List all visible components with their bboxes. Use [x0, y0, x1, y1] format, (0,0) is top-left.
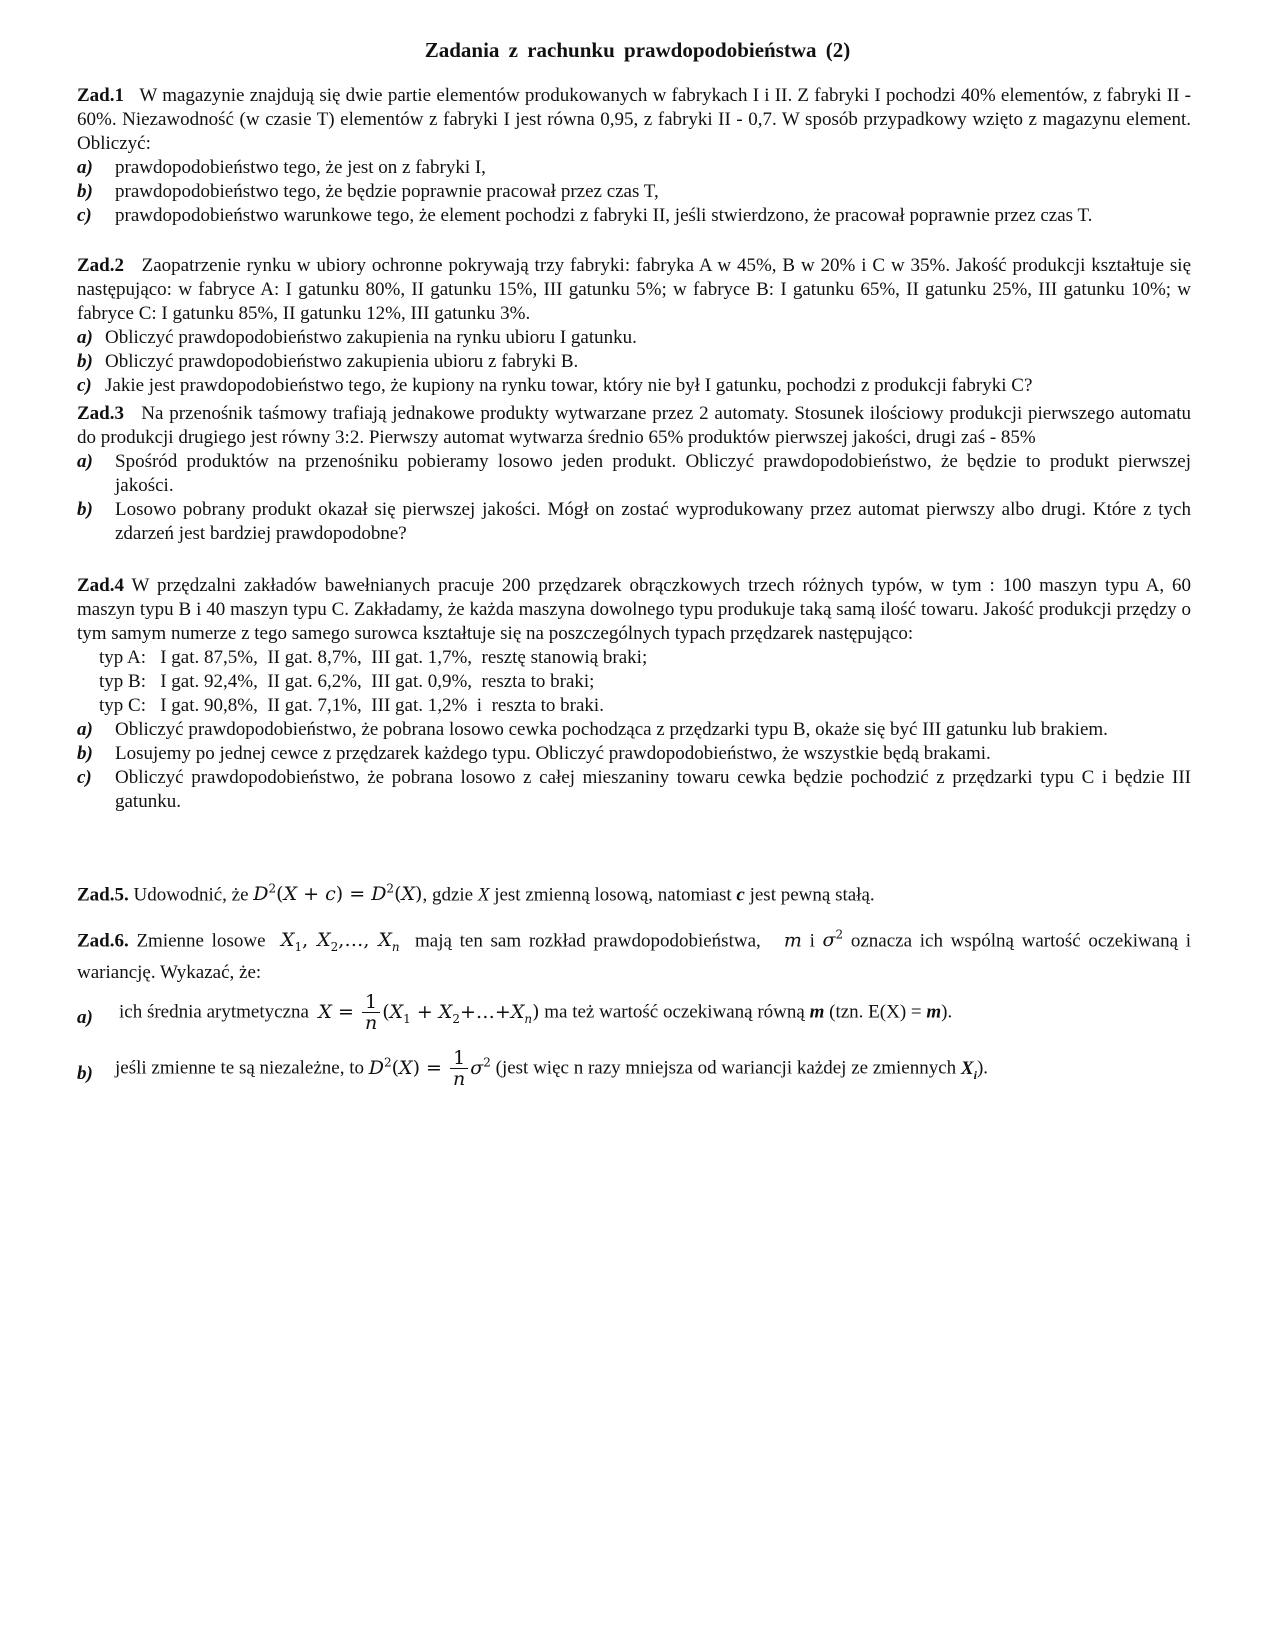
task-2-item-a: a) Obliczyć prawdopodobieństwo zakupienia na rynku ubioru I gatunku.: [77, 327, 637, 348]
task-4-item-a: a) Obliczyć prawdopodobieństwo, że pobrana losowo cewka pochodząca z przędzarki typu B, okaże się być III gatunku lub brakiem.: [77, 719, 1108, 740]
variance-of-mean-formula: $D^2(X)$ = $\frac{1}{n}$ $\sigma^2$: [368, 1047, 491, 1091]
task-2-item-c: c) Jakie jest prawdopodobieństwo tego, że kupiony na rynku towar, który nie był I gatunku, pochodzi z produkcji fabryki C?: [77, 375, 1033, 396]
task-5: Zad.5. Udowodnić, że $D^2(X + c) = D^2(X)$, gdzie X jest zmienną losową, natomiast c jest pewną stałą.: [77, 882, 875, 906]
task-4: [77, 574, 1191, 814]
task-2-heading: Zad.2: [77, 255, 124, 276]
task-3: [77, 402, 1191, 546]
task-1-heading: Zad.1: [77, 85, 124, 106]
task-3-heading: Zad.3: [77, 403, 124, 424]
variables-list: $X_1$, $X_2,\dots$, $X_n$: [280, 929, 400, 955]
task-6-item-a: a) ich średnia arytmetyczna X = $\frac{1}{n}$ ($X_1$ + $X_2+\dots+X_n$) ma też wartość oczekiwaną równą m (tzn. E(X) = m).: [77, 991, 953, 1035]
task-4-type-c: typ C: I gat. 90,8%, II gat. 7,1%, III gat. 1,2% i reszta to braki.: [99, 695, 604, 716]
task-1-item-a: a) prawdopodobieństwo tego, że jest on z fabryki I,: [77, 157, 486, 178]
task-4-heading: Zad.4: [77, 575, 124, 596]
task-4-item-c: c) Obliczyć prawdopodobieństwo, że pobrana losowo z całej mieszaniny towaru cewka będzie pochodzić z przędzarki typu C i będzie III gatunku.: [77, 767, 1191, 812]
task-2-item-b: b) Obliczyć prawdopodobieństwo zakupienia ubioru z fabryki B.: [77, 351, 579, 372]
sigma-squared: $\sigma^2$: [822, 928, 844, 952]
task-2-text: Zaopatrzenie rynku w ubiory ochronne pokrywają trzy fabryki: fabryka A w 45%, B w 20% i C w 35%. Jakość produkcji kształtuje się następująco: w fabryce A: I gatunku 80%, II gatunku 15%, III gatunku 5%; w fabryce B: I gatunku 65%, II gatunku 25%, III gatunku 10%; w fabryce C: I gatunku 85%, II gatunku 12%, III gatunku 3%.: [77, 255, 1192, 324]
task-4-text: W przędzalni zakładów bawełnianych pracuje 200 przędzarek obrączkowych trzech różnych typów, w tym : 100 maszyn typu A, 60 maszyn typu B i 40 maszyn typu C. Zakładamy, że każda maszyna dowolnego typu produkuje taką samą ilość towaru. Jakość produkcji przędzy o tym samym numerze z tego samego surowca kształtuje się na poszczególnych typach przędzarek następująco:: [77, 575, 1191, 644]
task-6-heading: Zad.6.: [77, 930, 129, 952]
task-3-item-b: b) Losowo pobrany produkt okazał się pierwszej jakości. Mógł on zostać wyprodukowany przez automat pierwszy albo drugi. Które z tych zdarzeń jest bardziej prawdopodobne?: [77, 499, 1191, 544]
page-title: Zadania z rachunku prawdopodobieństwa (2): [424, 38, 851, 62]
task-3-text: Na przenośnik taśmowy trafiają jednakowe produkty wytwarzane przez 2 automaty. Stosunek ilościowy produkcji pierwszego automatu do produkcji drugiego jest równy 3:2. Pierwszy automat wytwarza średnio 65% produktów pierwszej jakości, drugi zaś - 85%: [77, 403, 1192, 448]
task-1-item-c: c) prawdopodobieństwo warunkowe tego, że element pochodzi z fabryki II, jeśli stwierdzono, że pracował poprawnie przez czas T.: [77, 205, 1093, 226]
variance-formula: $D^2(X + c) = D^2(X)$: [253, 882, 423, 906]
task-1: [77, 84, 1191, 228]
task-6-item-b: b) jeśli zmienne te są niezależne, to $D^2(X)$ = $\frac{1}{n}$ $\sigma^2$ (jest więc n razy mniejsza od wariancji każdej ze zmiennych $X_i$).: [77, 1047, 989, 1091]
task-5-heading: Zad.5.: [77, 884, 129, 906]
task-1-text: W magazynie znajdują się dwie partie elementów produkowanych w fabrykach I i II. Z fabryki I pochodzi 40% elementów, z fabryki II - 60%. Niezawodność (w czasie T) elementów z fabryki I jest równa 0,95, z fabryki II - 0,7. W sposób przypadkowy wzięto z magazynu element. Obliczyć:: [77, 85, 1191, 154]
task-4-type-a: typ A: I gat. 87,5%, II gat. 8,7%, III gat. 1,7%, resztę stanowią braki;: [99, 647, 648, 668]
task-2: [77, 254, 1191, 398]
task-4-item-b: b) Losujemy po jednej cewce z przędzarek każdego typu. Obliczyć prawdopodobieństwo, że wszystkie będą brakami.: [77, 743, 991, 764]
task-3-item-a: a) Spośród produktów na przenośniku pobieramy losowo jeden produkt. Obliczyć prawdopodobieństwo, że będzie to produkt pierwszej jakości.: [77, 451, 1191, 496]
task-6: Zad.6. Zmienne losowe $X_1$, $X_2,\dots$, $X_n$ mają ten sam rozkład prawdopodobieństwa, m i $\sigma^2$ oznacza ich wspólną wartość oczekiwaną i wariancję. Wykazać, że: a) ich średnia arytmetyczna X = $\frac{1}{n}$ ($X_1$ + $X_2+\dots+X_n$) ma też wartość oczekiwaną równą m (tzn. E(X) = m). b) jeśli zmienne te są niezależne, to $D^2(X)$ = $\frac{1}{n}$ $\sigma^2$ (jest więc n razy mniejsza od wariancji każdej ze zmiennych $X_i$).: [77, 922, 1191, 1100]
mean-formula: X = $\frac{1}{n}$ ($X_1$ + $X_2+\dots+X_n$): [318, 991, 540, 1035]
task-1-item-b: b) prawdopodobieństwo tego, że będzie poprawnie pracował przez czas T,: [77, 181, 659, 202]
task-4-type-b: typ B: I gat. 92,4%, II gat. 6,2%, III gat. 0,9%, reszta to braki;: [99, 671, 595, 692]
